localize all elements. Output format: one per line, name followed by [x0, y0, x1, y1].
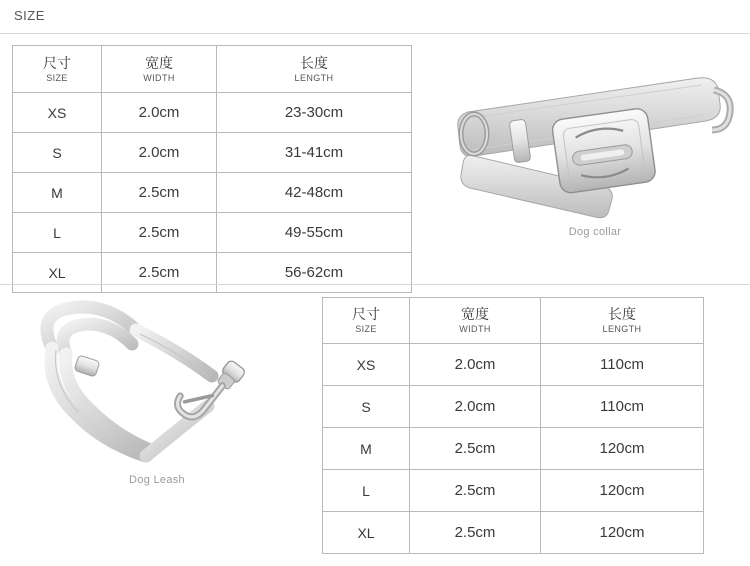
cell-width: 2.0cm — [102, 133, 217, 173]
collar-figure-caption: Dog collar — [568, 226, 622, 238]
cell-size: L — [13, 213, 102, 253]
cell-width: 2.0cm — [410, 344, 541, 386]
collar-product-figure — [452, 60, 738, 245]
header-cell-size — [323, 298, 410, 344]
cell-size: XS — [13, 93, 102, 133]
cell-width: 2.5cm — [410, 470, 541, 512]
header-cell-width — [102, 46, 217, 93]
cell-size: XL — [323, 512, 410, 554]
header-divider — [0, 33, 750, 34]
cell-width: 2.5cm — [410, 428, 541, 470]
cell-length: 120cm — [541, 512, 704, 554]
cell-length: 31-41cm — [217, 133, 412, 173]
cell-length: 110cm — [541, 386, 704, 428]
cell-size: S — [13, 133, 102, 173]
cell-length: 110cm — [541, 344, 704, 386]
collar-size-table — [12, 45, 412, 293]
cell-length: 42-48cm — [217, 173, 412, 213]
page-header — [0, 0, 750, 34]
dog-leash-illustration — [22, 296, 292, 496]
cell-size: XL — [13, 253, 102, 293]
table-header-row — [13, 46, 412, 93]
header-cn: 宽度 — [145, 54, 173, 71]
header-cell-width — [410, 298, 541, 344]
header-cell-size — [13, 46, 102, 93]
table-row — [13, 213, 412, 253]
header-cn: 长度 — [608, 306, 636, 322]
table-row — [323, 344, 704, 386]
header-en: LENGTH — [602, 324, 642, 334]
header-en: SIZE — [46, 72, 68, 83]
header-en: WIDTH — [459, 324, 491, 334]
cell-size: L — [323, 470, 410, 512]
leash-figure-caption: Dog Leash — [129, 474, 185, 486]
table-row — [323, 512, 704, 554]
page-title: SIZE — [14, 8, 45, 23]
table-row — [323, 470, 704, 512]
cell-width: 2.5cm — [410, 512, 541, 554]
header-cn: 长度 — [300, 54, 328, 71]
cell-size: S — [323, 386, 410, 428]
cell-size: M — [323, 428, 410, 470]
cell-size: M — [13, 173, 102, 213]
table-row — [323, 428, 704, 470]
cell-length: 120cm — [541, 428, 704, 470]
header-cell-length — [541, 298, 704, 344]
header-cn: 尺寸 — [43, 54, 71, 71]
dog-collar-illustration — [452, 60, 738, 220]
table-row — [13, 133, 412, 173]
cell-width: 2.0cm — [410, 386, 541, 428]
table-row — [13, 93, 412, 133]
cell-width: 2.0cm — [102, 93, 217, 133]
header-cn: 尺寸 — [352, 306, 380, 322]
cell-width: 2.5cm — [102, 213, 217, 253]
cell-width: 2.5cm — [102, 173, 217, 213]
header-cn: 宽度 — [461, 306, 489, 322]
leash-product-figure — [22, 296, 292, 506]
table-row — [13, 253, 412, 293]
leash-size-table — [322, 297, 704, 554]
header-en: SIZE — [355, 324, 377, 334]
cell-length: 23-30cm — [217, 93, 412, 133]
header-en: LENGTH — [294, 72, 334, 83]
table-row — [13, 173, 412, 213]
cell-width: 2.5cm — [102, 253, 217, 293]
section-divider — [0, 284, 750, 285]
table-row — [323, 386, 704, 428]
header-en: WIDTH — [143, 72, 175, 83]
cell-length: 56-62cm — [217, 253, 412, 293]
cell-size: XS — [323, 344, 410, 386]
cell-length: 49-55cm — [217, 213, 412, 253]
table-header-row — [323, 298, 704, 344]
header-cell-length — [217, 46, 412, 93]
cell-length: 120cm — [541, 470, 704, 512]
